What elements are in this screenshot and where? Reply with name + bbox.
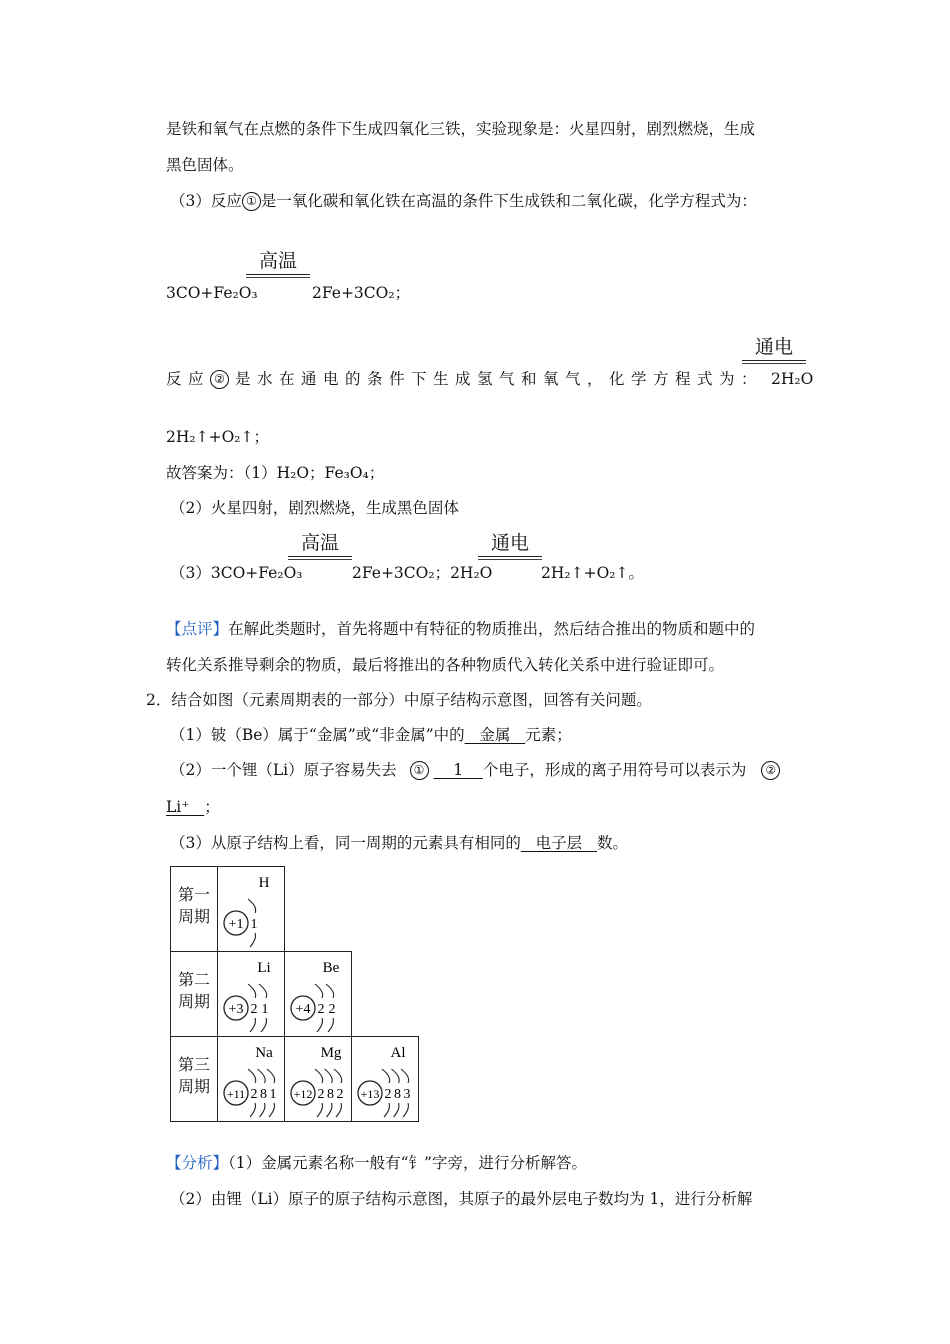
answer-line: 故答案为：（1）H₂O；Fe₃O₄；: [166, 464, 385, 482]
circled-number: ②: [210, 370, 229, 389]
period-label: 第三周期: [171, 1037, 218, 1122]
element-symbol: Li: [257, 960, 271, 976]
electron-shell-arc: [267, 1069, 275, 1083]
condition-electrolysis: 通电: [742, 332, 806, 364]
equation-right: 2Fe+3CO₂；: [312, 284, 411, 302]
electron-count: 2: [317, 1087, 325, 1102]
electron-shell-arc: [392, 1069, 400, 1083]
electron-count: 2: [250, 1087, 258, 1102]
element-cell: [218, 867, 285, 952]
electron-count: 3: [403, 1087, 411, 1102]
electron-shell-arc: [261, 1018, 266, 1032]
element-cell: [285, 1037, 352, 1122]
electron-count: 2: [250, 1002, 258, 1017]
comment-tag: 【点评】: [166, 620, 229, 638]
circled-number: ①: [242, 192, 261, 211]
element-symbol: Al: [390, 1045, 406, 1061]
text-line: （3）反应 ① 是一氧化碳和氧化铁在高温的条件下生成铁和二氧化碳，化学方程式为：: [170, 192, 757, 210]
analysis-line: 【分析】（1）金属元素名称一般有“钅”字旁，进行分析解答。: [166, 1154, 587, 1172]
analysis-tag: 【分析】: [166, 1154, 229, 1172]
answer-line: （3）3CO+Fe₂O₃: [170, 564, 303, 582]
circled-number: ②: [761, 761, 780, 780]
electron-shell-arc: [248, 984, 256, 998]
equation-right: 2H₂↑+O₂↑；: [166, 428, 269, 446]
analysis-line: （2）由锂（Li）原子的原子结构示意图，其原子的最外层电子数均为 1，进行分析解: [170, 1190, 753, 1208]
electron-count: 8: [394, 1087, 401, 1102]
nucleus-charge: +12: [293, 1087, 313, 1101]
text-line: 是铁和氧气在点燃的条件下生成四氧化三铁，实验现象是：火星四射，剧烈燃烧，生成: [166, 120, 756, 138]
electron-shell-arc: [326, 984, 334, 998]
nucleus-charge: +13: [360, 1087, 380, 1101]
circled-number: ①: [410, 761, 429, 780]
condition-high-temp: 高温: [246, 246, 310, 278]
electron-shell-arc: [250, 1103, 255, 1117]
electron-shell-arc: [327, 1103, 332, 1117]
electron-shell-arc: [336, 1103, 341, 1117]
electron-count: 2: [336, 1087, 344, 1102]
electron-count: 1: [250, 917, 258, 932]
electron-shell-arc: [250, 933, 255, 947]
element-symbol: H: [258, 875, 270, 891]
electron-count: 8: [260, 1087, 267, 1102]
question-line: （2）一个锂（Li）原子容易失去 ① 1 个电子，形成的离子用符号可以表示为 ②: [170, 759, 780, 781]
element-symbol: Be: [322, 960, 340, 976]
question-line: （1）铍（Be）属于“金属”或“非金属”中的 金属 元素；: [170, 726, 572, 744]
nucleus-charge: +3: [228, 1002, 244, 1017]
electron-shell-arc: [258, 1069, 266, 1083]
electron-shell-arc: [328, 1018, 333, 1032]
electron-shell-arc: [382, 1069, 390, 1083]
comment-line: 【点评】在解此类题时，首先将题中有特征的物质推出，然后结合推出的物质和题中的: [166, 620, 756, 638]
electron-count: 2: [317, 1002, 325, 1017]
answer-blank: 1: [453, 761, 464, 779]
answer-line: 2Fe+3CO₂；2H₂O: [352, 564, 493, 582]
electron-shell-arc: [403, 1103, 408, 1117]
electron-shell-arc: [248, 1069, 256, 1083]
equation-left: 3CO+Fe₂O₃: [166, 284, 258, 302]
electron-count: 2: [328, 1002, 336, 1017]
electron-shell-arc: [315, 984, 323, 998]
answer-line: （2）火星四射，剧烈燃烧，生成黑色固体: [170, 499, 459, 517]
electron-shell-arc: [269, 1103, 274, 1117]
answer-line: 2H₂↑+O₂↑。: [541, 564, 644, 582]
condition-high-temp: 高温: [288, 528, 352, 560]
electron-count: 1: [261, 1002, 269, 1017]
answer-blank: 电子层: [535, 834, 583, 852]
electron-count: 1: [269, 1087, 277, 1102]
comment-line: 转化关系推导剩余的物质，最后将推出的各种物质代入转化关系中进行验证即可。: [166, 656, 725, 674]
question-line: （3）从原子结构上看，同一周期的元素具有相同的 电子层 数。: [170, 834, 628, 852]
text-line: 黑色固体。: [166, 156, 244, 174]
element-cell: [352, 1037, 419, 1122]
question-line: Li⁺ ；: [166, 798, 220, 816]
element-symbol: Na: [255, 1045, 273, 1061]
electron-shell-arc: [260, 1103, 265, 1117]
nucleus-charge: +4: [295, 1002, 311, 1017]
element-cell: [285, 952, 352, 1037]
electron-shell-arc: [315, 1069, 323, 1083]
answer-blank: 金属: [479, 726, 511, 744]
electron-shell-arc: [250, 1018, 255, 1032]
element-cell: [218, 1037, 285, 1122]
text-line: 反应 ② 是水在通电的条件下生成氢气和氧气，化学方程式为： 2H₂O: [166, 370, 814, 388]
nucleus-charge: +1: [228, 917, 244, 932]
electron-shell-arc: [384, 1103, 389, 1117]
period-label: 第一周期: [171, 867, 218, 952]
electron-count: 8: [327, 1087, 334, 1102]
condition-electrolysis: 通电: [478, 528, 542, 560]
period-label: 第二周期: [171, 952, 218, 1037]
question-title: 2．结合如图（元素周期表的一部分）中原子结构示意图，回答有关问题。: [146, 691, 652, 709]
electron-shell-arc: [317, 1103, 322, 1117]
periodic-table-figure: [170, 866, 419, 1122]
electron-count: 2: [384, 1087, 392, 1102]
answer-blank: Li⁺: [166, 798, 190, 816]
element-symbol: Mg: [320, 1045, 342, 1061]
electron-shell-arc: [394, 1103, 399, 1117]
electron-shell-arc: [334, 1069, 342, 1083]
nucleus-charge: +11: [226, 1087, 246, 1101]
electron-shell-arc: [401, 1069, 409, 1083]
element-cell: [218, 952, 285, 1037]
electron-shell-arc: [248, 899, 256, 913]
electron-shell-arc: [325, 1069, 333, 1083]
electron-shell-arc: [317, 1018, 322, 1032]
electron-shell-arc: [259, 984, 267, 998]
